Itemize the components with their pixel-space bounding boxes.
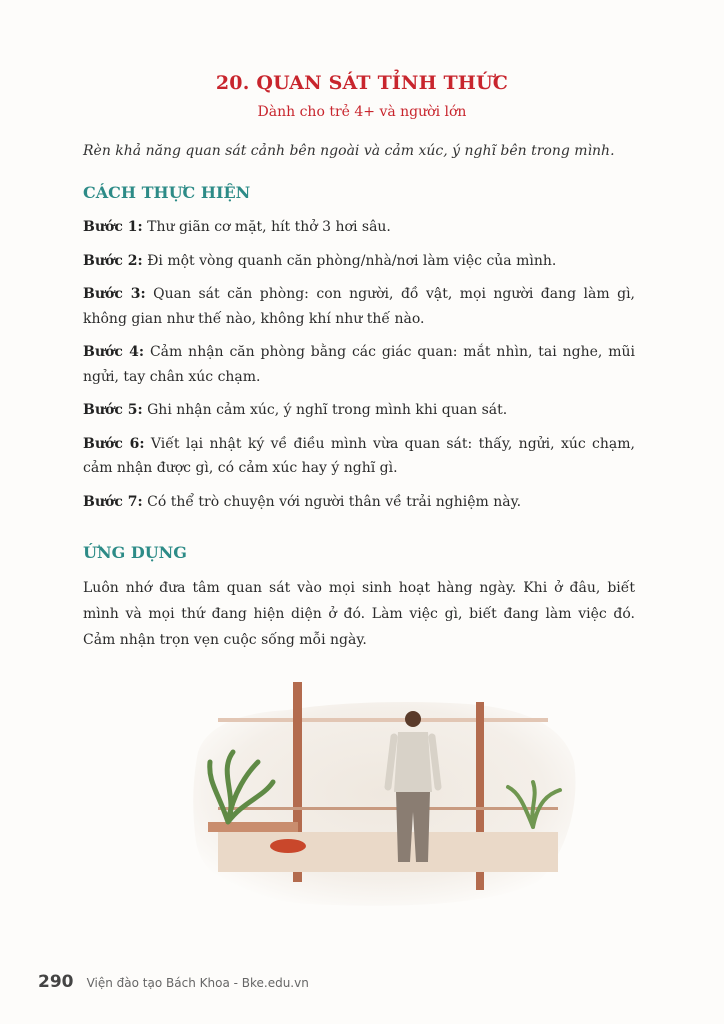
- watercolor-illustration: [188, 682, 580, 910]
- left-bench: [208, 822, 298, 832]
- ceiling-line: [218, 718, 548, 722]
- steps-list: [83, 215, 635, 523]
- method-heading: CÁCH THỰC HIỆN: [83, 183, 251, 202]
- step-text: Ghi nhận cảm xúc, ý nghĩ trong mình khi quan sát.: [142, 402, 508, 418]
- step-label: Bước 2:: [83, 252, 143, 269]
- step-item: [83, 282, 635, 331]
- page-title: 20. QUAN SÁT TỈNH THỨC: [215, 72, 509, 94]
- step-item: [83, 215, 635, 240]
- step-item: [83, 249, 635, 274]
- page-number: 290: [38, 972, 74, 992]
- floor: [218, 832, 558, 872]
- intro-text: Rèn khả năng quan sát cảnh bên ngoài và cảm xúc, ý nghĩ bên trong mình.: [83, 143, 615, 159]
- step-text: Đi một vòng quanh căn phòng/nhà/nơi làm việc của mình.: [142, 252, 557, 269]
- page-subtitle: Dành cho trẻ 4+ và người lớn: [257, 104, 467, 120]
- application-text: Luôn nhớ đưa tâm quan sát vào mọi sinh hoạt hàng ngày. Khi ở đâu, biết mình và mọi thứ đang hiện diện ở đó. Làm việc gì, biết đang làm việc đó. Cảm nhận trọn vẹn cuộc sống mỗi ngày.: [83, 580, 635, 648]
- cushion: [270, 839, 306, 853]
- step-label: Bước 1:: [83, 219, 143, 235]
- step-label: Bước 5:: [83, 402, 143, 418]
- step-text: Cảm nhận căn phòng bằng các giác quan: mắt nhìn, tai nghe, mũi ngửi, tay chân xúc chạm.: [83, 344, 635, 385]
- application-heading: ỨNG DỤNG: [83, 543, 187, 562]
- step-text: Viết lại nhật ký về điều mình vừa quan sát: thấy, ngửi, xúc chạm, cảm nhận được gì, có cảm xúc hay ý nghĩ gì.: [83, 435, 635, 476]
- step-item: [83, 490, 635, 515]
- step-label: Bước 6:: [83, 435, 145, 452]
- step-item: [83, 398, 635, 423]
- publisher-credit: Viện đào tạo Bách Khoa - Bke.edu.vn: [86, 976, 309, 990]
- step-text: Quan sát căn phòng: con người, đồ vật, mọi người đang làm gì, không gian như thế nào, không khí như thế nào.: [83, 286, 635, 327]
- step-item: [83, 432, 635, 481]
- person-shirt: [394, 732, 432, 792]
- step-label: Bước 7:: [83, 493, 143, 510]
- step-item: [83, 340, 635, 389]
- page-footer: [38, 972, 309, 992]
- step-text: Có thể trò chuyện với người thân về trải nghiệm này.: [142, 493, 522, 510]
- step-text: Thư giãn cơ mặt, hít thở 3 hơi sâu.: [142, 219, 391, 235]
- step-label: Bước 4:: [83, 344, 145, 360]
- step-label: Bước 3:: [83, 286, 146, 302]
- window-ledge: [218, 807, 558, 810]
- person-head: [405, 711, 421, 727]
